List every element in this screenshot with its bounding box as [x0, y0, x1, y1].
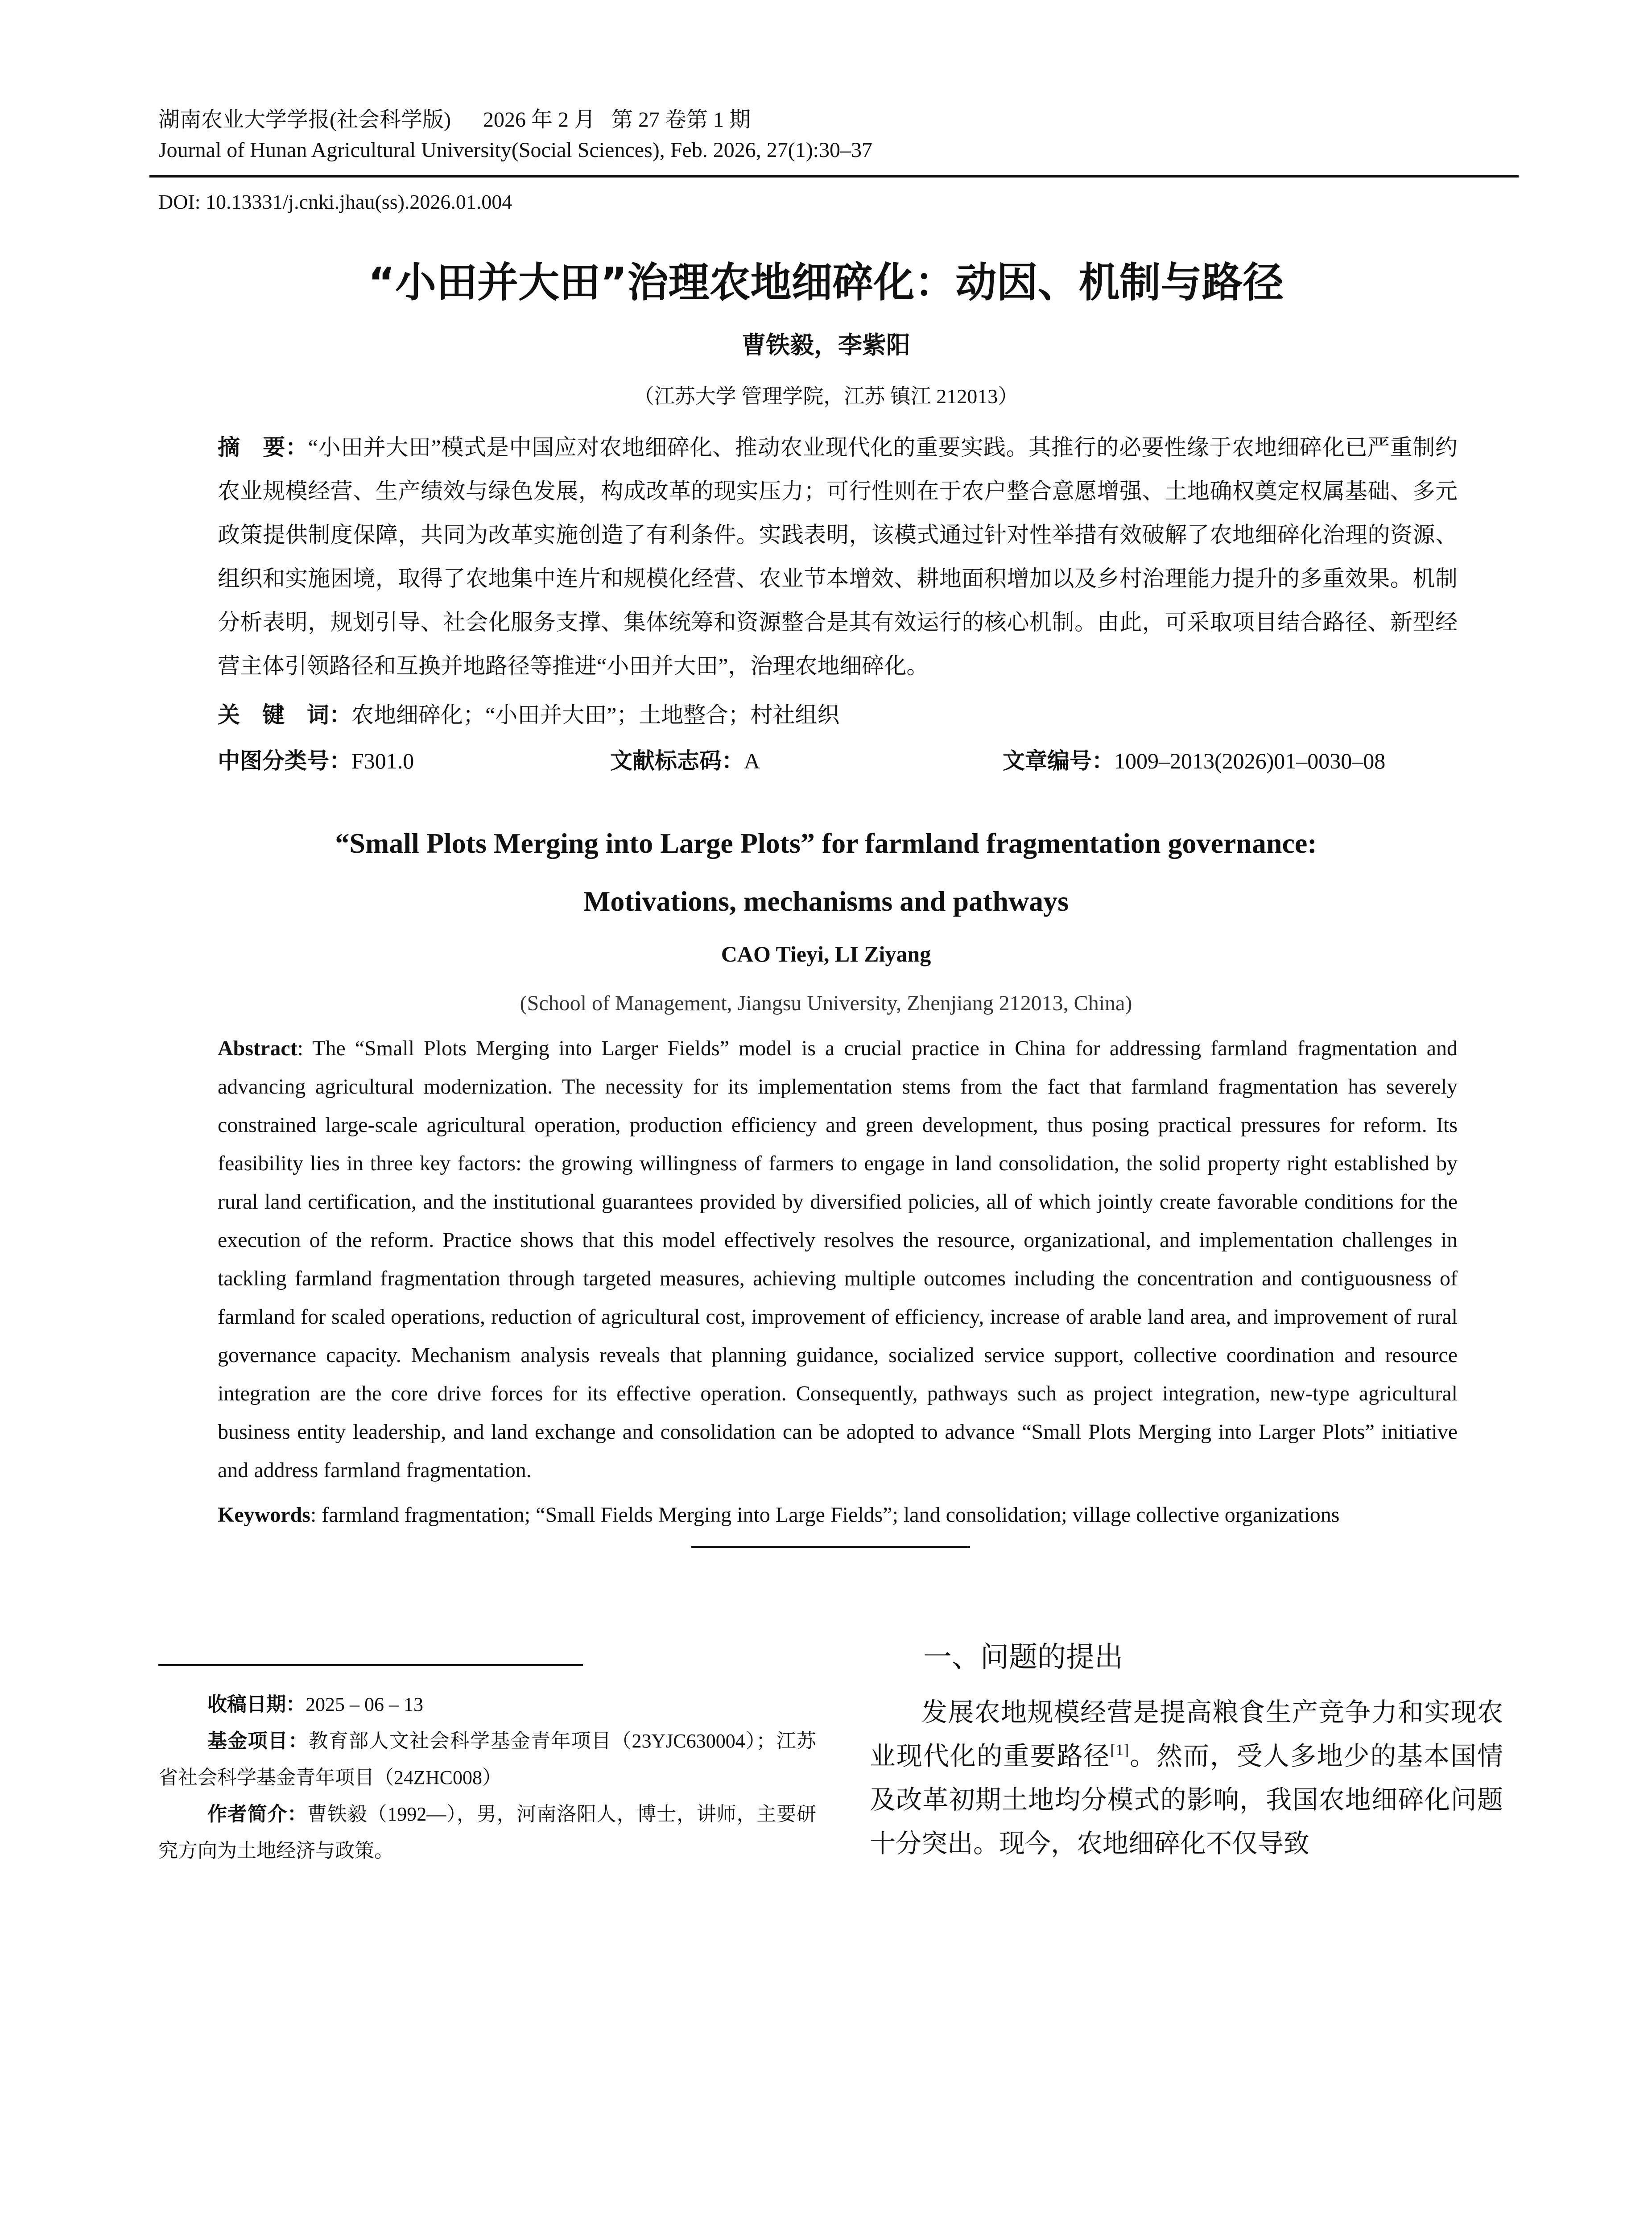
citation-link[interactable]: [1]: [1110, 1741, 1129, 1759]
two-column-area: [0, 1637, 1652, 1923]
received-label: 收稿日期：: [207, 1693, 306, 1716]
document-code-label: 文献标志码：: [610, 748, 744, 774]
keywords-cn: [218, 693, 1458, 737]
body-text-part2: 。然而，受人多地少的基本国情及改革初期土地均分模式的影响，我国农地细碎化问题十分突出。现今，农地细碎化不仅导致: [870, 1742, 1503, 1858]
document-code-value: A: [744, 748, 760, 773]
issue-date-cn: 2026 年 2 月: [483, 108, 595, 132]
affiliation-cn: （江苏大学 管理学院，江苏 镇江 212013）: [633, 385, 1019, 408]
body-text: [870, 1691, 1503, 1866]
section-heading: 一、问题的提出: [923, 1641, 1123, 1674]
footnote-received: [158, 1686, 816, 1723]
body-paragraph: [870, 1691, 1503, 1866]
received-date: 2025 – 06 – 13: [306, 1693, 423, 1715]
footnote-fund: [158, 1723, 816, 1796]
fund-label: 基金项目：: [207, 1730, 309, 1752]
article-number-label: 文章编号：: [1003, 748, 1114, 774]
abstract-cn-text: “小田并大田”模式是中国应对农地细碎化、推动农业现代化的重要实践。其推行的必要性缘于农地细碎化已严重制约农业规模经营、生产绩效与绿色发展，构成改革的现实压力；可行性则在于农户整合意愿增强、土地确权奠定权属基础、多元政策提供制度保障，共同为改革实施创造了有利条件。实践表明，该模式通过针对性举措有效破解了农地细碎化治理的资源、组织和实施困境，取得了农地集中连片和规模化经营、农业节本增效、耕地面积增加以及乡村治理能力提升的多重效果。机制分析表明，规划引导、社会化服务支撑、集体统筹和资源整合是其有效运行的核心机制。由此，可采取项目结合路径、新型经营主体引领路径和互换并地路径等推进“小田并大田”，治理农地细碎化。: [218, 435, 1458, 678]
keywords-cn-text: 农地细碎化；“小田并大田”；土地整合；村社组织: [351, 702, 840, 727]
article-number-value: 1009–2013(2026)01–0030–08: [1114, 748, 1386, 773]
clc-label: 中图分类号：: [218, 748, 351, 774]
header-rule: [149, 175, 1519, 178]
clc-value: F301.0: [351, 748, 414, 773]
doi[interactable]: DOI: 10.13331/j.cnki.jhau(ss).2026.01.004: [158, 190, 512, 213]
abstract-cn: [218, 425, 1458, 688]
keywords-en-label: Keywords: [218, 1503, 310, 1527]
classification-row: [218, 743, 1458, 779]
document-code: [610, 743, 760, 779]
journal-name-cn: 湖南农业大学学报(社会科学版): [158, 108, 451, 132]
article-number: [1003, 743, 1385, 779]
fund-value: 教育部人文社会科学基金青年项目（23YJC630004）；江苏省社会科学基金青年项目（24ZHC008）: [158, 1730, 817, 1788]
authors-en: CAO Tieyi, LI Ziyang: [721, 942, 931, 966]
keywords-en-text: : farmland fragmentation; “Small Fields Merging into Large Fields”; land consolidation; village collective organizations: [310, 1503, 1340, 1527]
keywords-en: [218, 1496, 1458, 1534]
author-bio-label: 作者简介：: [207, 1803, 308, 1825]
abstract-en-label: Abstract: [218, 1037, 297, 1060]
body-text-part1: 发展农地规模经营是提高粮食生产竞争力和实现农业现代化的重要路径: [870, 1698, 1503, 1771]
running-header-cn: [158, 105, 1652, 135]
abstract-en-text: : The “Small Plots Merging into Larger Fields” model is a crucial practice in China for addressing farmland fragmentation and advancing agricultural modernization. The necessity for its implementation stems from the fact that farmland fragmentation has severely constrained large-scale agricultural operation, production efficiency and green development, thus posing practical pressures for reform. Its feasibility lies in three key factors: the growing willingness of farmers to engage in land consolidation, the solid property right established by rural land certification, and the institutional guarantees provided by diversified policies, all of which jointly create favorable conditions for the execution of the reform. Practice shows that this model effectively resolves the resource, organizational, and implementation challenges in tackling farmland fragmentation through targeted measures, achieving multiple outcomes including the concentration and contiguousness of farmland for scaled operations, reduction of agricultural cost, improvement of efficiency, increase of arable land area, and improvement of rural governance capacity. Mechanism analysis reveals that planning guidance, socialized service support, collective coordination and resource integration are the core drive forces for its effective operation. Consequently, pathways such as project integration, new-type agricultural business entity leadership, and land exchange and consolidation can be adopted to advance “Small Plots Merging into Larger Plots” initiative and address farmland fragmentation.: [218, 1037, 1458, 1482]
footnotes: [158, 1686, 816, 1869]
article-title-cn: “小田并大田”治理农地细碎化：动因、机制与路径: [368, 259, 1284, 306]
volume-issue-cn: 第 27 卷第 1 期: [611, 108, 751, 132]
footnote-author: [158, 1796, 816, 1869]
abstract-cn-label: 摘 要：: [218, 434, 308, 460]
clc-number: [218, 743, 414, 779]
author-bio: 曹铁毅（1992—），男，河南洛阳人，博士，讲师，主要研究方向为土地经济与政策。: [158, 1803, 817, 1862]
footnote-rule: [158, 1664, 583, 1666]
section-divider: [691, 1546, 970, 1548]
affiliation-en: (School of Management, Jiangsu University, Zhenjiang 212013, China): [520, 991, 1132, 1015]
abstract-en: [218, 1029, 1458, 1490]
authors-cn: 曹铁毅，李紫阳: [742, 331, 910, 359]
article-title-en-line2: Motivations, mechanisms and pathways: [583, 885, 1069, 917]
running-header-en: Journal of Hunan Agricultural University(Social Sciences), Feb. 2026, 27(1):30–37: [158, 138, 873, 162]
article-title-en-line1: “Small Plots Merging into Large Plots” for farmland fragmentation governance:: [335, 827, 1317, 859]
keywords-cn-label: 关 键 词：: [218, 702, 351, 728]
